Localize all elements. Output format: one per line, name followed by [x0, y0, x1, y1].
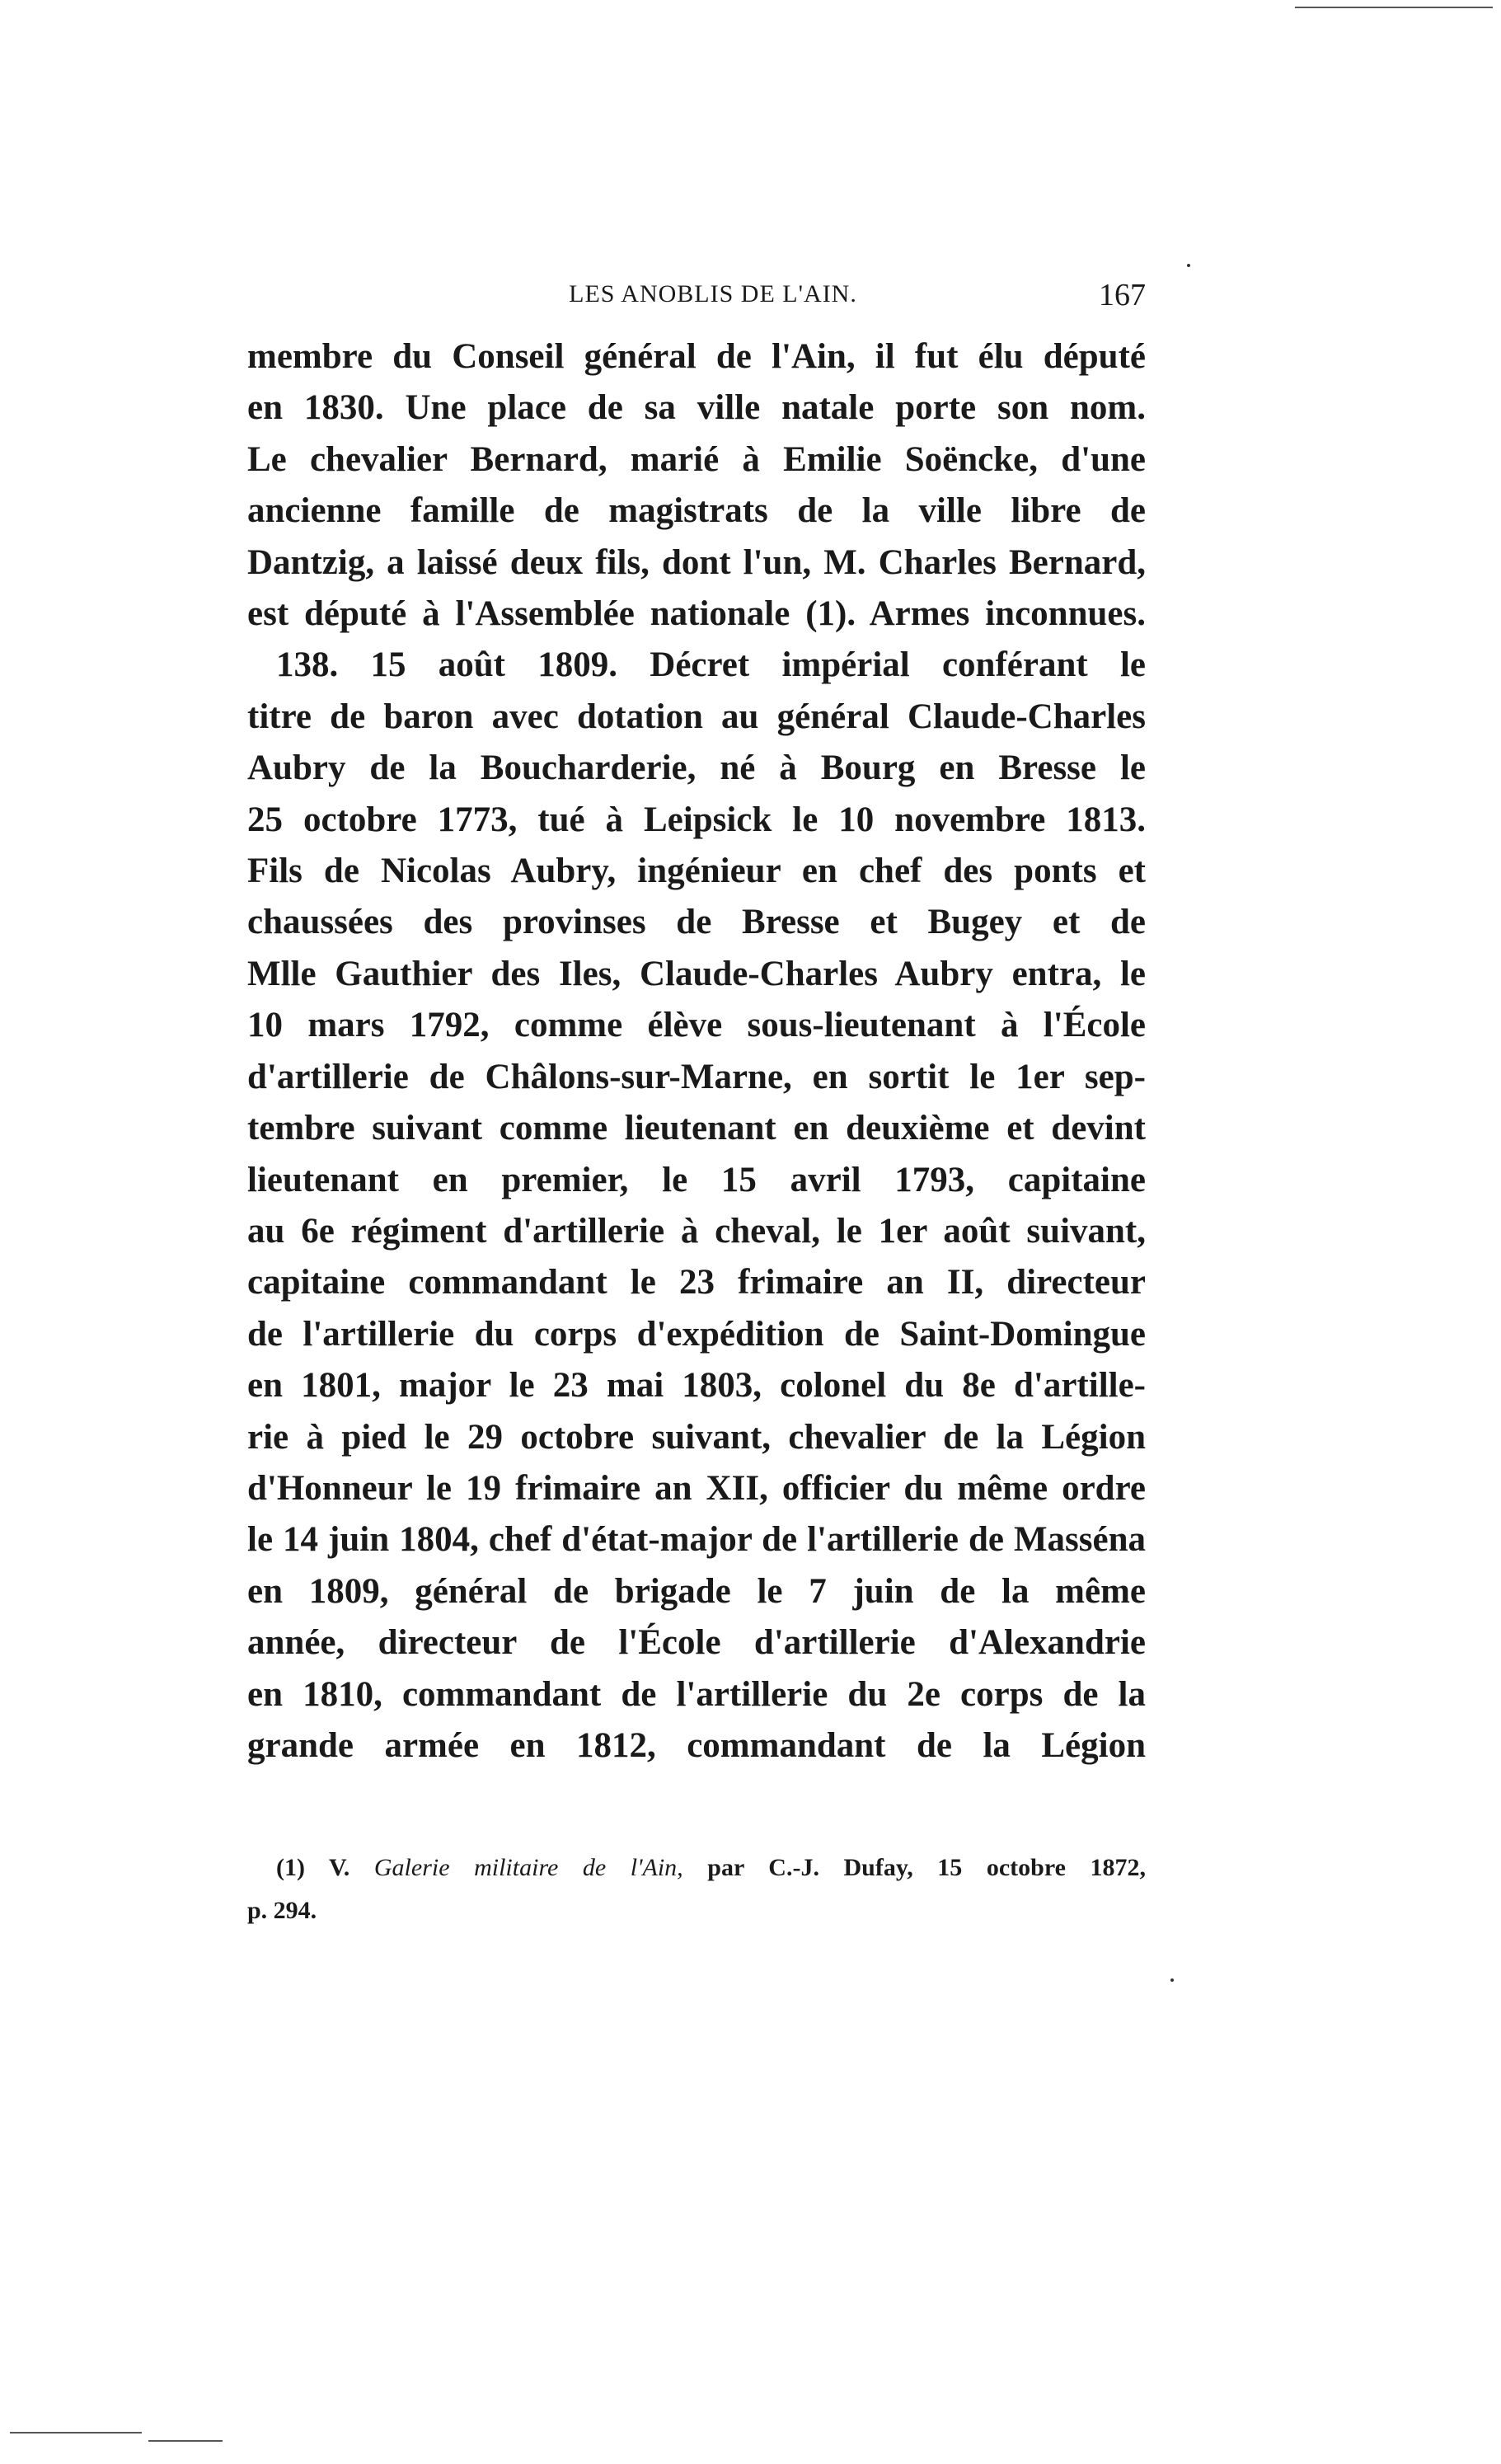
- text-line: tembre suivant comme lieutenant en deuxième et devint: [247, 1109, 1146, 1148]
- text-line: le 14 juin 1804, chef d'état-major de l'artillerie de Masséna: [247, 1520, 1146, 1560]
- text-line: en 1810, commandant de l'artillerie du 2e corps de la: [247, 1674, 1146, 1714]
- body-text: [247, 331, 1146, 1772]
- text-line: ancienne famille de magistrats de la ville libre de: [247, 491, 1146, 531]
- footnote: [247, 1847, 1146, 1932]
- text-line: 10 mars 1792, comme élève sous-lieutenant à l'École: [247, 1006, 1146, 1045]
- footnote-continuation: p. 294.: [247, 1897, 317, 1924]
- text-line: 25 octobre 1773, tué à Leipsick le 10 novembre 1813.: [247, 800, 1146, 839]
- text-line: Fils de Nicolas Aubry, ingénieur en chef des ponts et: [247, 852, 1146, 891]
- text-line: Mlle Gauthier des Iles, Claude-Charles Aubry entra, le: [247, 954, 1146, 993]
- footnote-rest: par C.-J. Dufay, 15 octobre 1872,: [707, 1854, 1146, 1881]
- text-line: rie à pied le 29 octobre suivant, chevalier de la Légion: [247, 1417, 1146, 1457]
- text-line: lieutenant en premier, le 15 avril 1793, capitaine: [247, 1160, 1146, 1199]
- text-line: d'Honneur le 19 frimaire an XII, officier du même ordre: [247, 1468, 1146, 1508]
- text-line: en 1809, général de brigade le 7 juin de la même: [247, 1571, 1146, 1611]
- footnote-title: Galerie militaire de l'Ain,: [373, 1854, 683, 1881]
- scan-speck: [1187, 264, 1190, 267]
- text-line: d'artillerie de Châlons-sur-Marne, en sortit le 1er sep-: [247, 1057, 1146, 1096]
- text-line: grande armée en 1812, commandant de la Légion: [247, 1725, 1146, 1765]
- text-line: chaussées des provinses de Bresse et Bugey et de: [247, 903, 1146, 942]
- running-head: [247, 280, 1146, 321]
- text-line: année, directeur de l'École d'artillerie d'Alexandrie: [247, 1623, 1146, 1663]
- scan-edge-rule: [10, 2432, 142, 2433]
- text-line: capitaine commandant le 23 frimaire an II, directeur: [247, 1263, 1146, 1302]
- scan-speck: [1170, 1978, 1174, 1982]
- text-line: est député à l'Assemblée nationale (1). Armes inconnues.: [247, 594, 1146, 634]
- text-line: Aubry de la Boucharderie, né à Bourg en Bresse le: [247, 749, 1146, 788]
- text-line: en 1830. Une place de sa ville natale porte son nom.: [247, 388, 1146, 428]
- text-line: titre de baron avec dotation au général Claude-Charles: [247, 697, 1146, 736]
- text-line: Dantzig, a laissé deux fils, dont l'un, M. Charles Bernard,: [247, 542, 1146, 582]
- text-line: membre du Conseil général de l'Ain, il fut élu député: [247, 337, 1146, 376]
- text-line: au 6e régiment d'artillerie à cheval, le 1er août suivant,: [247, 1211, 1146, 1251]
- text-line: en 1801, major le 23 mai 1803, colonel du 8e d'artille-: [247, 1366, 1146, 1406]
- footnote-marker: (1) V.: [276, 1854, 350, 1881]
- scan-edge-rule: [148, 2440, 223, 2442]
- footnote-line: [247, 1847, 1146, 1889]
- running-title: LES ANOBLIS DE L'AIN.: [569, 280, 857, 307]
- text-line: 138. 15 août 1809. Décret impérial conférant le: [276, 645, 1146, 685]
- page-number: 167: [1099, 278, 1146, 312]
- text-line: Le chevalier Bernard, marié à Emilie Soëncke, d'une: [247, 439, 1146, 479]
- scan-edge-rule: [1295, 7, 1493, 8]
- text-line: de l'artillerie du corps d'expédition de Saint-Domingue: [247, 1314, 1146, 1354]
